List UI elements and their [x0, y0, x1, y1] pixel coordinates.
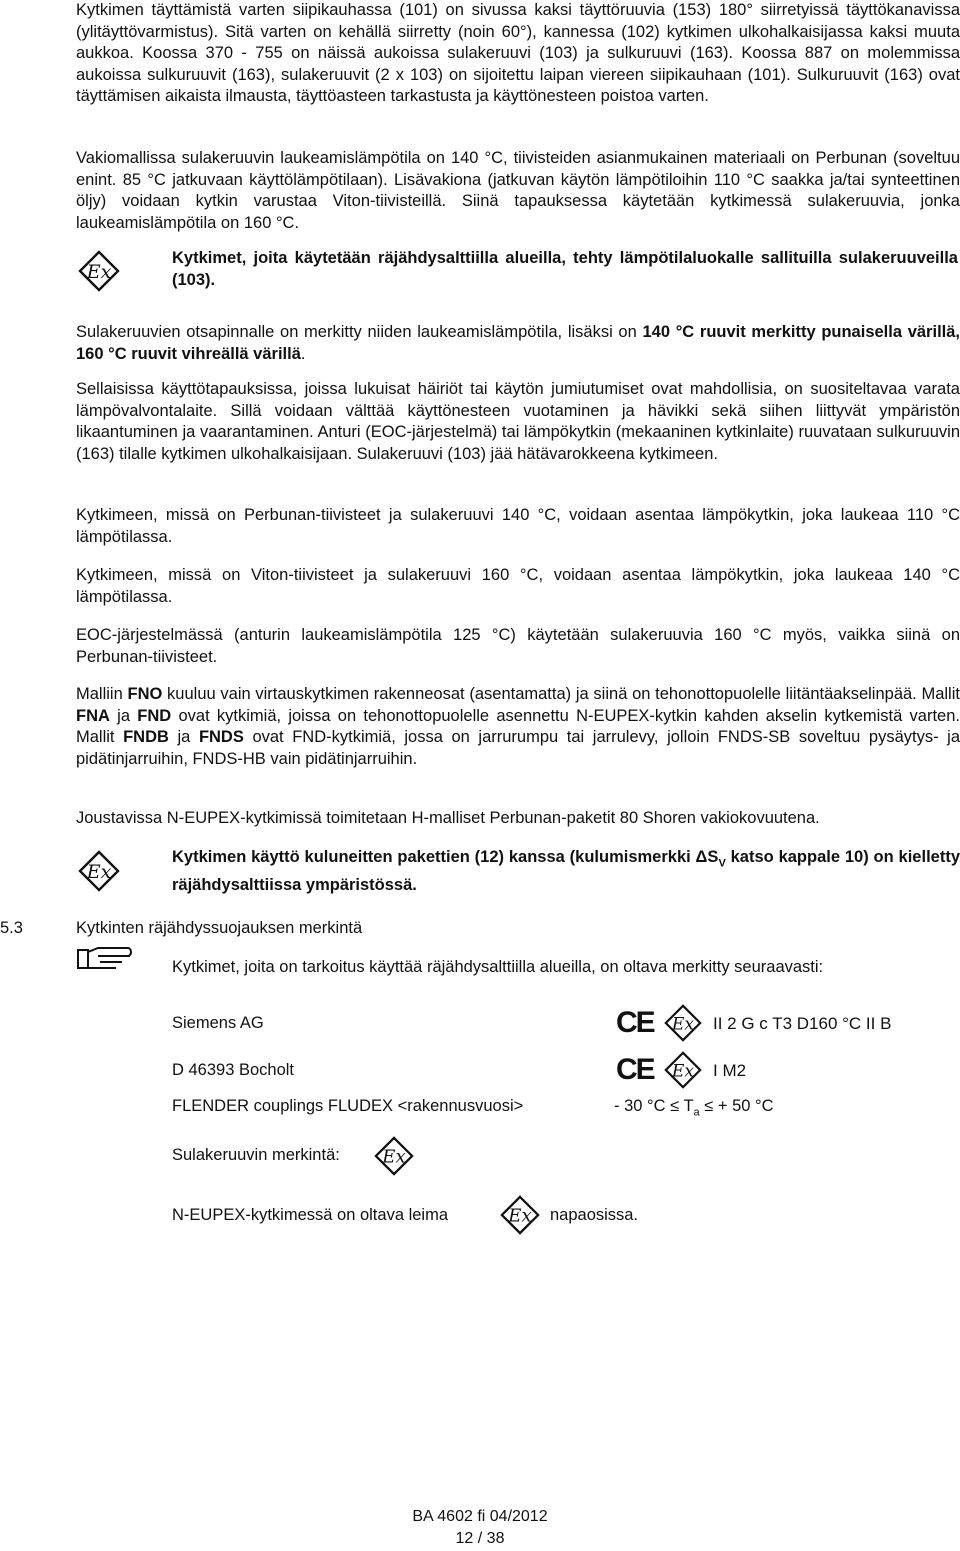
warning-worn-packages: Kytkimen käyttö kuluneitten pakettien (12) kanssa (kulumismerkki $\Delta S_V$ katso kappale 10) on kielletty räjähdysalttiissa ympäristössä. — [172, 848, 960, 894]
ex-warning-icon — [78, 850, 120, 892]
marking-code-mining: I M2 — [713, 1061, 747, 1080]
marking-company: Siemens AG — [172, 1014, 264, 1032]
marking-note: Kytkimet, joita on tarkoitus käyttää räjähdysalttiilla alueilla, on oltava merkitty seuraavasti: — [172, 958, 824, 976]
ambient-temperature-range: - 30 $^\circ C \le T_a$ ≤ + 50 °C — [614, 1097, 774, 1119]
paragraph-packages: Joustavissa N-EUPEX-kytkimissä toimitetaan H-malliset Perbunan-paketit 80 Shoren vakiokovuutena. — [76, 809, 820, 827]
pointing-hand-icon — [76, 944, 134, 974]
section-number: 5.3 — [0, 919, 23, 937]
ex-mark-icon — [374, 1136, 414, 1176]
paragraph-fuse-marking: Sulakeruuvien otsapinnalle on merkitty niiden laukeamislämpötila, lisäksi on 140 °C ruuvit merkitty punaisella värillä, 160 °C ruuvit vihreällä värillä. — [76, 323, 960, 363]
footer-page-number: 12 / 38 — [455, 1530, 505, 1547]
section-title: Kytkinten räjähdyssuojauksen merkintä — [76, 919, 363, 937]
warning-fuse-screws: Kytkimet, joita käytetään räjähdysalttiilla alueilla, tehty lämpötilaluokalle sallituilla sulakeruuveilla (103). — [172, 249, 958, 289]
eupex-stamp-text-end: napaosissa. — [550, 1206, 639, 1224]
paragraph-thermal-monitor: Sellaisissa käyttötapauksissa, joissa lukuisat häiriöt tai käytön jumiutumiset ovat mahdollisia, on suositeltavaa varata lämpövalvontalaite. Sillä voidaan välttää käyttönesteen vuotaminen ja hävikki sekä siihen liittyvät ympäristön likaantuminen ja vaarantaminen. Anturi (EOC-järjestelmä) tai lämpökytkin (mekaaninen kytkinlaite) ruuvataan sulkuruuvin (163) tilalle kytkimen ulkohalkaisijaan. Sulakeruuvi (103) jää hätävarokkeena kytkimeen. — [76, 380, 960, 463]
ex-mark-icon — [500, 1195, 540, 1235]
paragraph-viton: Kytkimeen, missä on Viton-tiivisteet ja sulakeruuvi 160 °C, voidaan asentaa lämpökytkin, joka laukeaa 140 °C lämpötilassa. — [76, 566, 960, 606]
ex-warning-icon — [78, 250, 120, 292]
paragraph-models: Malliin FNO kuuluu vain virtauskytkimen rakenneosat (asentamatta) ja siinä on tehonottopuolelle liitäntäakselinpää. Mallit FNA ja FND ovat kytkimiä, joissa on tehonottopuolelle asennettu N-EUPEX-kytkin kahden akselin kytkemistä varten. Mallit FNDB ja FNDS ovat FND-kytkimiä, jossa on jarrurumpu tai jarrulevy, jolloin FNDS-SB soveltuu pysäytys- ja pidätinjarruihin, FNDS-HB vain pidätinjarruihin. — [76, 685, 960, 768]
ex-mark-icon — [664, 1051, 702, 1089]
paragraph-perbunan: Kytkimeen, missä on Perbunan-tiivisteet ja sulakeruuvi 140 °C, voidaan asentaa lämpökytkin, joka laukeaa 110 °C lämpötilassa. — [76, 506, 960, 546]
ce-mark-icon: CE — [616, 1006, 654, 1039]
ce-mark-icon: CE — [616, 1053, 654, 1086]
ex-mark-icon — [664, 1004, 702, 1042]
fuse-marking-label: Sulakeruuvin merkintä: — [172, 1146, 340, 1164]
paragraph-eoc: EOC-järjestelmässä (anturin laukeamislämpötila 125 °C) käytetään sulakeruuvia 160 °C myös, vaikka siinä on Perbunan-tiivisteet. — [76, 626, 960, 666]
marking-product: FLENDER couplings FLUDEX <rakennusvuosi> — [172, 1097, 524, 1115]
marking-code-gas: II 2 G c T3 D160 °C II B — [713, 1014, 892, 1033]
marking-address: D 46393 Bocholt — [172, 1061, 295, 1079]
eupex-stamp-text: N-EUPEX-kytkimessä on oltava leima — [172, 1206, 449, 1224]
paragraph-standard-fuse: Vakiomallissa sulakeruuvin laukeamislämpötila on 140 °C, tiivisteiden asianmukainen materiaali on Perbunan (soveltuu enint. 85 °C jatkuvaan käyttölämpötilaan). Lisävakiona (jatkuvan käytön lämpötiloihin 110 °C saakka ja/tai synteettinen öljy) voidaan kytkin varustaa Viton-tiivisteillä. Siinä tapauksessa käytetään kytkimessä sulakeruuvia, jonka laukeamislämpötila on 160 °C. — [76, 149, 960, 232]
paragraph-filling: Kytkimen täyttämistä varten siipikauhassa (101) on sivussa kaksi täyttöruuvia (153) 180° siirretyissä täyttökanavissa (ylitäyttövarmistus). Sitä varten on kehällä siirretty (noin 60°), kannessa (102) kytkimen ulkohalkaisijassa kaksi muuta aukkoa. Koossa 370 - 755 on näissä aukoissa sulakeruuvi (103) ja sulkuruuvi (163). Koossa 887 on molemmissa aukoissa sulkuruuvit (163), sulakeruuvit (2 x 103) on sijoitettu laipan viereen siipikauhaan (101). Sulkuruuvit (163) ovat täyttämisen aikaista ilmausta, täyttöasteen tarkastusta ja käyttönesteen poistoa varten. — [76, 1, 960, 105]
footer-document-id: BA 4602 fi 04/2012 — [412, 1508, 548, 1525]
